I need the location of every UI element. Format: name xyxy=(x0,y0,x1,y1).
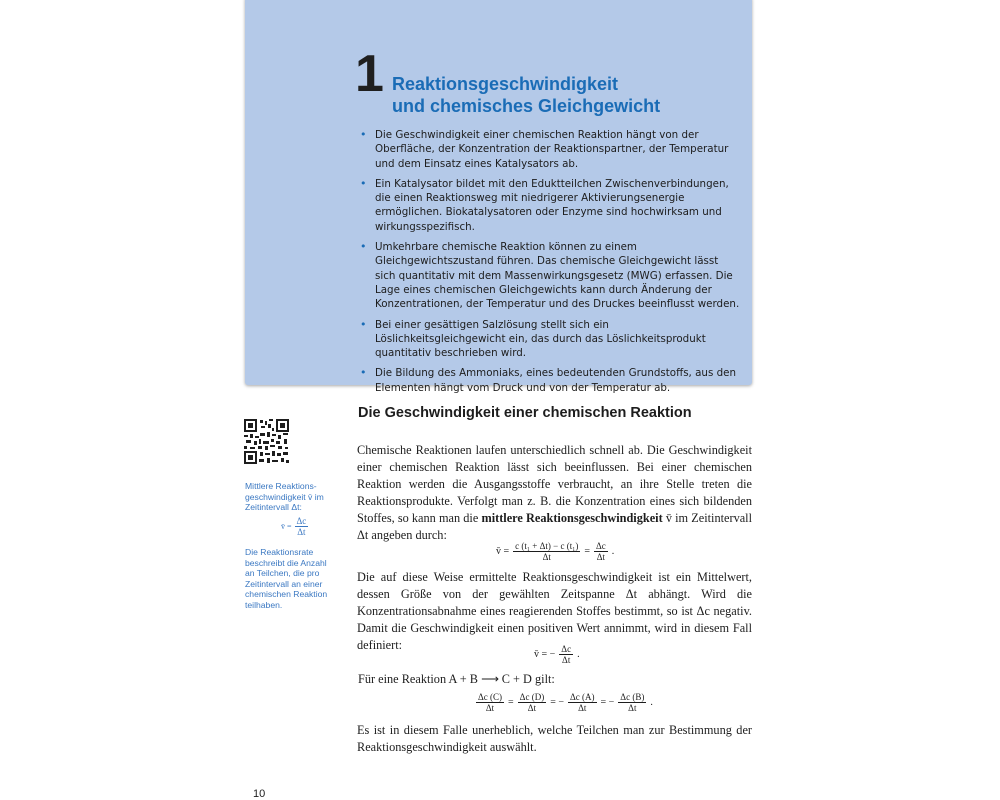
formula-fraction xyxy=(559,644,573,665)
bullet-text: Umkehrbare chemische Reaktion können zu einem Gleichgewichtszustand führen. Das chemische Gleichgewicht lässt sich quantitativ mit dem Massenwirkungsgesetz (MWG) erfassen. Die Lage eines chemischen Gleichgewichts kann durch Änderung der Konzentrationen, der Temperatur und des Druckes beeinflusst werden. xyxy=(375,241,740,311)
paragraph-conclusion: Es ist in diesem Falle unerheblich, welche Teilchen man zur Bestimmung der Reaktionsgeschwindigkeit auswählt. xyxy=(357,723,752,754)
summary-bullet-list xyxy=(360,128,740,401)
fraction-numerator: Δc xyxy=(296,516,307,526)
chapter-title-line1: Reaktionsgeschwindigkeit xyxy=(392,74,619,94)
formula-equals: = xyxy=(584,546,590,557)
formula-equals: = xyxy=(508,697,514,708)
bullet-icon: • xyxy=(360,128,367,141)
fraction-numerator: Δc (C) xyxy=(478,692,503,702)
bullet-text: Die Geschwindigkeit einer chemischen Reaktion hängt von der Oberfläche, der Konzentration der Reaktionspartner, der Temperatur und dem Einsatz eines Katalysators ab. xyxy=(375,129,729,170)
bullet-icon: • xyxy=(360,366,367,380)
fraction-denominator: Δt xyxy=(542,552,551,562)
summary-bullet xyxy=(360,128,740,171)
chapter-title xyxy=(392,73,732,117)
formula-equals: = − xyxy=(600,697,615,708)
fraction-denominator: Δt xyxy=(297,527,306,537)
formula-period: . xyxy=(611,546,615,557)
qr-code-icon[interactable] xyxy=(244,419,289,464)
formula-fraction xyxy=(618,692,646,713)
formula-equals: = − xyxy=(550,697,564,708)
formula-lhs: v̄ = xyxy=(496,546,510,557)
fraction-denominator: Δt xyxy=(485,703,495,713)
formula-fraction xyxy=(594,541,608,562)
formula-period: . xyxy=(577,649,580,660)
fraction-denominator: Δt xyxy=(596,552,606,562)
key-term: mittlere Reaktionsgeschwindigkeit xyxy=(481,511,663,525)
formula-mean-rate xyxy=(496,541,614,562)
paragraph-intro xyxy=(357,442,752,544)
sidebar-note-rate: Mittlere Reaktions-geschwindigkeit v̄ im Zeitintervall Δt: xyxy=(245,481,324,512)
chapter-number: 1 xyxy=(355,45,384,103)
bullet-text: Bei einer gesättigen Salzlösung stellt sich ein Löslichkeitsgleichgewicht ein, das durch das Löslichkeitsprodukt quantitativ beschrieben wird. xyxy=(375,318,706,360)
fraction-numerator: Δc xyxy=(561,644,572,654)
reaction-equation-line: Für eine Reaktion A + B ⟶ C + D gilt: xyxy=(358,672,555,686)
fraction-numerator: Δc (D) xyxy=(519,692,545,702)
fraction-denominator: Δt xyxy=(628,703,637,713)
sidebar-formula xyxy=(281,516,308,537)
bullet-text: Ein Katalysator bildet mit den Eduktteilchen Zwischenverbindungen, die einen Reaktionsweg mit niedrigerer Aktivierungsenergie ermöglichen. Biokatalysatoren oder Enzyme sind hochwirksam und wirkungsspezifisch. xyxy=(375,177,729,233)
formula-period: . xyxy=(650,697,653,708)
bullet-icon: • xyxy=(360,240,367,254)
summary-bullet xyxy=(360,318,740,361)
fraction-numerator: c (t₁ + Δt) − c (t₁) xyxy=(515,541,579,551)
fraction-denominator: Δt xyxy=(578,703,587,713)
fraction-denominator: Δt xyxy=(527,703,537,713)
sidebar-note-reaction-rate: Die Reaktionsrate beschreibt die Anzahl an Teilchen, die pro Zeitintervall an einer chemischen Reaktion teilhaben. xyxy=(245,547,328,610)
formula-fraction xyxy=(518,692,547,713)
formula-fraction xyxy=(568,692,597,713)
section-heading: Die Geschwindigkeit einer chemischen Reaktion xyxy=(358,405,692,421)
fraction-denominator: Δt xyxy=(562,655,571,665)
formula-fraction xyxy=(513,541,580,562)
fraction-numerator: Δc (A) xyxy=(569,692,595,702)
formula-negative-rate xyxy=(534,644,580,665)
bullet-text: Die Bildung des Ammoniaks, eines bedeutenden Grundstoffs, aus den Elementen hängt vom Druck und von der Temperatur ab. xyxy=(375,367,736,394)
formula-reaction-rates xyxy=(476,692,653,713)
page-number: 10 xyxy=(253,788,266,800)
paragraph-mean-value: Die auf diese Weise ermittelte Reaktionsgeschwindigkeit ist ein Mittelwert, dessen Größe von der gewählten Zeitspanne Δt abhängt. Wird die Konzentrationsabnahme eines reagierenden Stoffes bestimmt, so ist Δc negativ. Damit die Geschwindigkeit einen positiven Wert annimmt, wird in diesem Fall definiert: xyxy=(357,570,752,652)
bullet-icon: • xyxy=(360,317,367,331)
formula-fraction xyxy=(476,692,504,713)
summary-bullet xyxy=(360,240,740,311)
formula-lhs: v̄ = − xyxy=(534,649,556,660)
summary-bullet xyxy=(360,366,740,395)
fraction-numerator: Δc xyxy=(595,541,606,551)
chapter-title-line2: und chemisches Gleichgewicht xyxy=(392,96,661,116)
summary-bullet xyxy=(360,177,740,234)
sidebar-formula-lhs: v̄ = xyxy=(281,522,292,531)
paragraph-intro-text: Chemische Reaktionen laufen unterschiedlich schnell ab. Die Geschwindigkeit einer chemischen Reaktion lässt sich beeinflussen. Bei einer chemischen Reaktion werden die Ausgangsstoffe verbraucht, an ihre Stelle treten die Reaktionsprodukte. Verfolgt man z. B. die Konzentration eines sich bildenden Stoffes, so kann man die xyxy=(357,443,752,525)
fraction-numerator: Δc (B) xyxy=(620,692,645,702)
bullet-icon: • xyxy=(360,176,367,190)
sidebar-formula-fraction xyxy=(295,516,309,537)
paragraph-intro-end: v̄ im Zeitintervall Δt angeben durch: xyxy=(357,511,753,542)
